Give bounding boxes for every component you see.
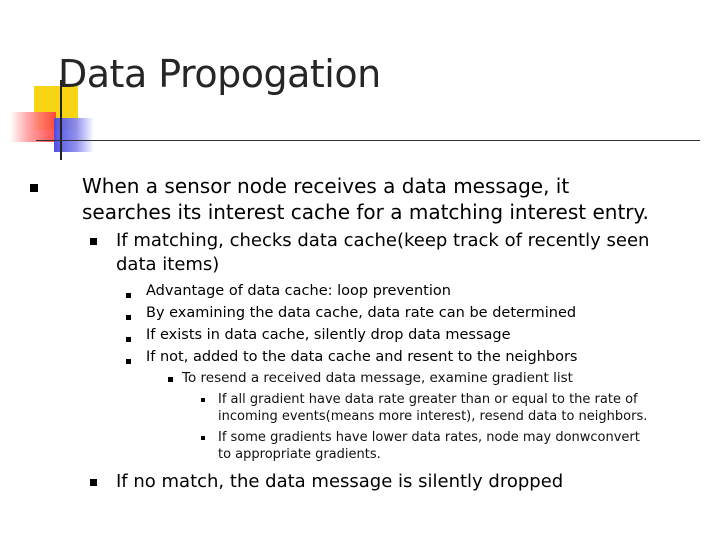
level1-line1: When a sensor node receives a data message, it — [82, 174, 570, 198]
bullet-icon — [126, 293, 131, 298]
bullet-icon — [90, 479, 97, 486]
bullet-icon — [30, 184, 38, 192]
bullet-icon — [126, 359, 131, 364]
slide-title: Data Propogation — [58, 52, 381, 96]
decor-red-bar — [10, 112, 56, 142]
bullet-icon — [168, 377, 173, 382]
level5-line2: incoming events(means more interest), resend data to neighbors. — [218, 409, 648, 424]
level3-item: Advantage of data cache: loop prevention — [146, 283, 451, 299]
bullet-icon — [126, 315, 131, 320]
level5-line1: If all gradient have data rate greater than or equal to the rate of — [218, 392, 638, 407]
bullet-icon — [126, 337, 131, 342]
level1-line2: searches its interest cache for a matching interest entry. — [82, 200, 649, 224]
level5-line1: If some gradients have lower data rates, node may donwconvert — [218, 430, 640, 445]
bullet-icon — [201, 436, 205, 440]
level2-line2: data items) — [116, 254, 220, 275]
level3-item: If not, added to the data cache and resent to the neighbors — [146, 349, 578, 365]
level3-item: By examining the data cache, data rate can be determined — [146, 305, 577, 321]
level5-line2: to appropriate gradients. — [218, 447, 381, 462]
title-underline — [36, 140, 700, 141]
level2-item: If no match, the data message is silently dropped — [116, 471, 564, 492]
bullet-icon — [90, 238, 97, 245]
bullet-icon — [201, 398, 205, 402]
level3-item: If exists in data cache, silently drop data message — [146, 327, 511, 343]
level4-item: To resend a received data message, examine gradient list — [182, 370, 573, 386]
level2-line1: If matching, checks data cache(keep track of recently seen — [116, 230, 650, 251]
